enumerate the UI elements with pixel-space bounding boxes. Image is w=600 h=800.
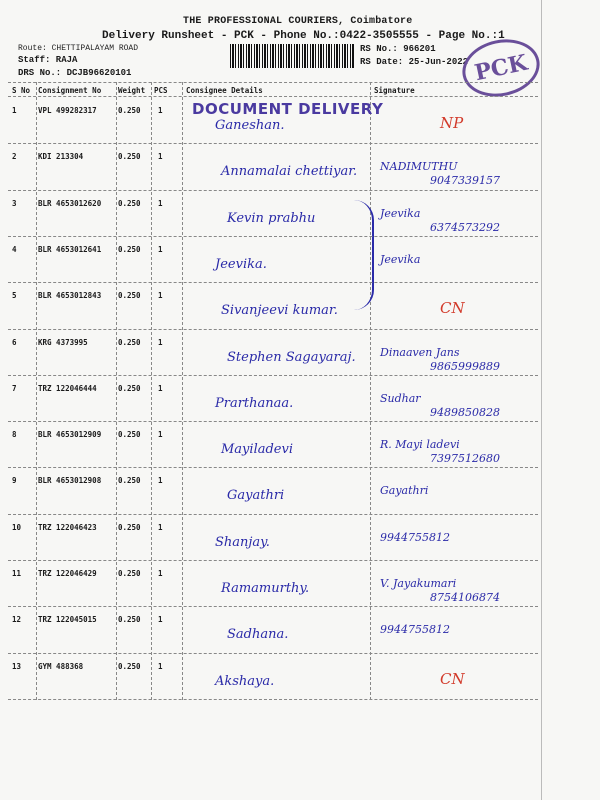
row-consignee: Mayiladevi <box>221 442 293 458</box>
row-consignee: Gayathri <box>227 488 285 504</box>
row-sno: 8 <box>12 430 17 440</box>
row-pcs: 1 <box>158 615 163 625</box>
row-signature: NADIMUTHU <box>380 160 458 174</box>
row-weight: 0.250 <box>118 476 141 486</box>
row-signature-phone: 7397512680 <box>430 452 500 466</box>
row-pcs: 1 <box>158 106 163 115</box>
row-signature: Gayathri <box>380 484 429 498</box>
row-consignment: KRG 4373995 <box>38 337 88 347</box>
row-consignment: BLR 4653012641 <box>38 244 102 254</box>
row-consignment: VPL 499282317 <box>38 106 97 115</box>
row-sno: 10 <box>12 522 22 532</box>
row-divider <box>8 329 538 330</box>
row-divider <box>8 143 538 144</box>
row-weight: 0.250 <box>118 430 141 440</box>
row-weight: 0.250 <box>118 661 141 671</box>
row-sno: 6 <box>12 337 17 347</box>
row-divider <box>8 375 538 376</box>
row-divider <box>8 467 538 468</box>
row-signature: Jeevika <box>380 252 421 266</box>
row-weight: 0.250 <box>118 244 141 254</box>
row-weight: 0.250 <box>118 198 141 208</box>
row-signature: 9944755812 <box>380 530 450 544</box>
row-pcs: 1 <box>158 661 163 671</box>
header-bottom-rule <box>8 96 538 97</box>
row-weight: 0.250 <box>118 615 141 625</box>
row-sno: 12 <box>12 615 22 625</box>
row-sno: 1 <box>12 106 17 115</box>
col-consignment: Consignment No <box>38 86 102 95</box>
drs-number: DRS No.: DCJB96620101 <box>18 68 132 78</box>
row-pcs: 1 <box>158 152 163 162</box>
col-divider <box>36 82 37 700</box>
row-signature: Dinaaven Jans <box>380 345 460 359</box>
row-sno: 13 <box>12 661 22 671</box>
row-pcs: 1 <box>158 291 163 301</box>
row-sno: 5 <box>12 291 17 301</box>
rs-date: RS Date: 25-Jun-2022 <box>360 57 469 67</box>
row-signature: Sudhar <box>380 391 421 405</box>
row-weight: 0.250 <box>118 291 141 301</box>
row-sno: 2 <box>12 152 17 162</box>
pck-stamp: PCK <box>457 33 545 104</box>
row-consignment: TRZ 122045015 <box>38 615 97 625</box>
col-pcs: PCS <box>154 86 168 95</box>
row-sno: 11 <box>12 569 22 578</box>
row-consignment: TRZ 122046429 <box>38 569 97 578</box>
row-signature-phone: 8754106874 <box>430 591 500 604</box>
row-divider <box>8 560 538 561</box>
row-consignee: Shanjay. <box>215 534 270 550</box>
row-pcs: 1 <box>158 337 163 347</box>
row-divider <box>8 282 538 283</box>
document-subtitle: Delivery Runsheet - PCK - Phone No.:0422-3505555 - Page No.:1 <box>102 30 505 42</box>
row-consignee: Annamalai chettiyar. <box>221 164 358 180</box>
row-signature-phone: 6374573292 <box>430 220 500 234</box>
barcode-image <box>230 44 355 68</box>
row-signature-phone: 9047339157 <box>430 174 500 188</box>
row-pcs: 1 <box>158 476 163 486</box>
row-weight: 0.250 <box>118 383 141 393</box>
row-consignee: Ramamurthy. <box>221 581 310 596</box>
row-consignee: Stephen Sagayaraj. <box>227 349 356 365</box>
rs-number: RS No.: 966201 <box>360 44 436 54</box>
row-consignment: TRZ 122046423 <box>38 522 97 532</box>
row-consignment: BLR 4653012843 <box>38 291 102 301</box>
row-divider <box>8 699 538 700</box>
row-weight: 0.250 <box>118 337 141 347</box>
col-divider <box>151 82 152 700</box>
row-divider <box>8 653 538 654</box>
row-divider <box>8 236 538 237</box>
row-consignee: Ganeshan. <box>215 118 285 133</box>
row-divider <box>8 514 538 515</box>
row-pcs: 1 <box>158 430 163 440</box>
row-signature: 9944755812 <box>380 623 450 637</box>
row-consignment: BLR 4653012909 <box>38 430 102 440</box>
col-divider <box>182 82 183 700</box>
row-signature: R. Mayi ladevi <box>380 438 460 452</box>
route-label: Route: CHETTIPALAYAM ROAD <box>18 44 139 53</box>
row-sno: 9 <box>12 476 17 486</box>
document-title: THE PROFESSIONAL COURIERS, Coimbatore <box>183 16 413 27</box>
col-consignee: Consignee Details <box>186 86 263 95</box>
col-signature: Signature <box>374 86 415 95</box>
row-pcs: 1 <box>158 383 163 393</box>
row-pcs: 1 <box>158 244 163 254</box>
handwritten-brace <box>354 200 374 310</box>
row-consignee: Jeevika. <box>215 256 267 272</box>
row-weight: 0.250 <box>118 152 141 162</box>
row-consignee: Kevin prabhu <box>227 210 316 226</box>
row-consignee: Sadhana. <box>227 627 289 643</box>
document-delivery-stamp: DOCUMENT DELIVERY <box>192 100 384 118</box>
row-consignee: Akshaya. <box>215 673 275 689</box>
col-weight: Weight <box>118 86 146 95</box>
row-weight: 0.250 <box>118 569 141 578</box>
row-consignment: KDI 213304 <box>38 152 84 162</box>
row-signature: CN <box>440 299 465 318</box>
row-signature: CN <box>440 669 465 688</box>
row-signature-phone: 9865999889 <box>430 359 500 373</box>
row-sno: 4 <box>12 244 17 254</box>
row-consignment: TRZ 122046444 <box>38 383 97 393</box>
row-pcs: 1 <box>158 569 163 578</box>
row-sno: 7 <box>12 383 17 393</box>
row-signature-phone: 9489850828 <box>430 405 500 419</box>
row-signature: V. Jayakumari <box>380 577 457 590</box>
row-signature: NP <box>440 114 464 132</box>
row-divider <box>8 421 538 422</box>
row-divider <box>8 606 538 607</box>
page-edge-line <box>541 0 542 800</box>
staff-label: Staff: RAJA <box>18 55 78 65</box>
row-weight: 0.250 <box>118 522 141 532</box>
row-consignment: BLR 4653012620 <box>38 198 102 208</box>
col-sno: S No <box>12 86 31 95</box>
col-divider <box>116 82 117 700</box>
row-divider <box>8 190 538 191</box>
row-signature: Jeevika <box>380 206 421 220</box>
col-divider <box>370 82 371 700</box>
row-consignee: Prarthanaa. <box>215 395 294 411</box>
row-weight: 0.250 <box>118 106 141 115</box>
row-sno: 3 <box>12 198 17 208</box>
row-pcs: 1 <box>158 522 163 532</box>
row-pcs: 1 <box>158 198 163 208</box>
row-consignee: Sivanjeevi kumar. <box>221 303 338 319</box>
table-top-rule <box>8 82 538 83</box>
row-consignment: GYM 488368 <box>38 661 84 671</box>
row-consignment: BLR 4653012908 <box>38 476 102 486</box>
